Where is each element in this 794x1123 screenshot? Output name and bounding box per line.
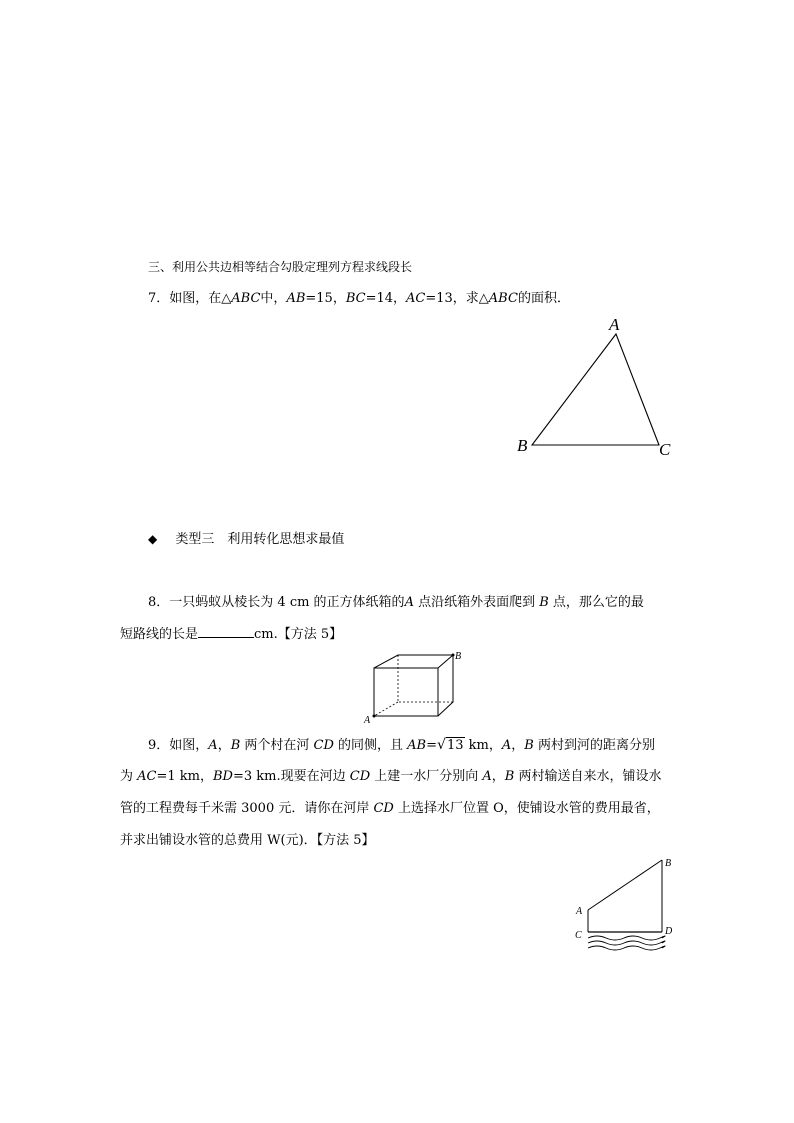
diamond-icon: ◆ bbox=[148, 532, 158, 546]
type-3-heading: 类型三 利用转化思想求最值 bbox=[175, 532, 345, 547]
water-wave-1 bbox=[588, 936, 665, 940]
sqrt-13: √13 bbox=[437, 737, 464, 753]
q7-number: 7． bbox=[148, 291, 170, 306]
triangle-label-c: C bbox=[659, 440, 671, 459]
question-7-text: 7．如图，在△ABC中，AB=15，BC=14，AC=13，求△ABC的面积． bbox=[148, 291, 570, 306]
question-9-line-4: 并求出铺设水管的总费用 W(元)．【方法 5】 bbox=[120, 833, 375, 848]
question-8-line-2: 短路线的长是 cm.【方法 5】 bbox=[120, 627, 343, 642]
water-wave-2 bbox=[588, 941, 665, 945]
river-label-b: B bbox=[665, 858, 672, 869]
river-label-c: C bbox=[575, 930, 582, 941]
triangle-figure bbox=[510, 312, 680, 462]
question-9-line-1: 9．如图，A，B 两个村在河 CD 的同侧，且 AB=√13 km，A，B 两村到河的距离分别 bbox=[148, 737, 655, 753]
question-8-line-1: 8．一只蚂蚁从棱长为 4 cm 的正方体纸箱的A 点沿纸箱外表面爬到 B 点，那么它的最 bbox=[148, 595, 644, 610]
cube-label-a: A bbox=[364, 715, 371, 726]
q8-number: 8． bbox=[148, 595, 170, 610]
water-wave-3 bbox=[588, 946, 665, 950]
triangle-label-a: A bbox=[609, 315, 620, 334]
answer-blank[interactable] bbox=[198, 625, 254, 638]
type-3-heading-row bbox=[148, 530, 344, 549]
river-label-a: A bbox=[576, 906, 583, 917]
cube-point-a bbox=[373, 715, 376, 718]
cube-top-edges bbox=[374, 655, 453, 668]
question-9-line-2: 为 AC=1 km，BD=3 km.现要在河边 CD 上建一水厂分别向 A，B 两村输送自来水，铺设水 bbox=[120, 769, 662, 784]
cube-hidden-diagonal bbox=[374, 702, 398, 716]
cube-label-b: B bbox=[455, 651, 462, 662]
q9-number: 9． bbox=[148, 738, 170, 753]
cube-figure bbox=[360, 650, 470, 726]
triangle-label-b: B bbox=[517, 436, 528, 455]
question-9-line-3: 管的工程费每千米需 3000 元．请你在河岸 CD 上选择水厂位置 O，使铺设水管的费用最省， bbox=[120, 801, 660, 816]
triangle-shape bbox=[532, 334, 659, 445]
section-heading: 三、利用公共边相等结合勾股定理列方程求线段长 bbox=[148, 260, 413, 274]
segment-ab bbox=[588, 860, 662, 910]
cube-front-face bbox=[374, 668, 438, 716]
cube-right-edges bbox=[438, 655, 453, 716]
river-label-d: D bbox=[665, 926, 673, 937]
river-figure bbox=[570, 852, 690, 956]
